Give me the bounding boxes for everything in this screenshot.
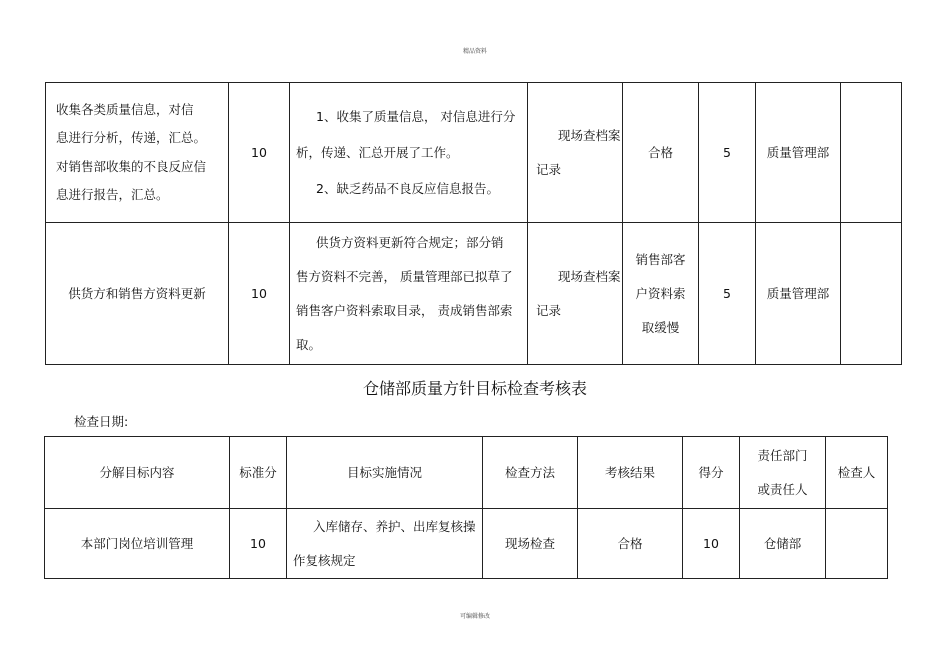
result-cell: 合格 [578, 509, 683, 579]
target-cell: 供货方和销售方资料更新 [46, 223, 229, 365]
result-cell: 合格 [623, 83, 699, 223]
table-row [46, 83, 902, 223]
inspector-cell [841, 83, 902, 223]
header-obtained-score: 得分 [683, 437, 740, 509]
responsible-cell: 质量管理部 [756, 223, 841, 365]
table-row [45, 509, 888, 579]
warehouse-quality-target-table [44, 436, 888, 579]
inspector-cell [841, 223, 902, 365]
target-cell: 本部门岗位培训管理 [45, 509, 230, 579]
header-score: 标准分 [230, 437, 287, 509]
header-result: 考核结果 [578, 437, 683, 509]
obtained-score-cell: 10 [683, 509, 740, 579]
score-cell: 10 [229, 223, 290, 365]
responsible-cell: 仓储部 [740, 509, 826, 579]
table-row [46, 223, 902, 365]
page-header: 精品资料 [462, 48, 487, 55]
header-implementation: 目标实施情况 [287, 437, 483, 509]
implementation-cell: 入库储存、养护、出库复核操 作复核规定 [287, 509, 483, 579]
quality-target-table-continued [45, 82, 902, 365]
implementation-cell: 1、收集了质量信息， 对信息进行分 析，传递、汇总开展了工作。 2、缺乏药品不良反应信息报告。 [290, 83, 528, 223]
header-method: 检查方法 [483, 437, 578, 509]
inspector-cell [826, 509, 888, 579]
target-cell: 收集各类质量信息，对信 息进行分析，传递，汇总。 对销售部收集的不良反应信 息进行报告，汇总。 [46, 83, 229, 223]
page-title: 仓储部质量方针目标检查考核表 [362, 379, 587, 398]
table-header-row [45, 437, 888, 509]
header-target: 分解目标内容 [45, 437, 230, 509]
responsible-cell: 质量管理部 [756, 83, 841, 223]
page-footer: 可编辑修改 [459, 613, 490, 620]
obtained-score-cell: 5 [699, 83, 756, 223]
check-date-label: 检查日期: [74, 414, 129, 429]
obtained-score-cell: 5 [699, 223, 756, 365]
score-cell: 10 [230, 509, 287, 579]
header-responsible: 责任部门 或责任人 [740, 437, 826, 509]
header-inspector: 检查人 [826, 437, 888, 509]
method-cell: 现场查档案 记录 [528, 83, 623, 223]
result-cell: 销售部客 户资料索 取缓慢 [623, 223, 699, 365]
score-cell: 10 [229, 83, 290, 223]
method-cell: 现场查档案 记录 [528, 223, 623, 365]
method-cell: 现场检查 [483, 509, 578, 579]
implementation-cell: 供货方资料更新符合规定；部分销 售方资料不完善， 质量管理部已拟草了 销售客户资料索取目录， 责成销售部索 取。 [290, 223, 528, 365]
